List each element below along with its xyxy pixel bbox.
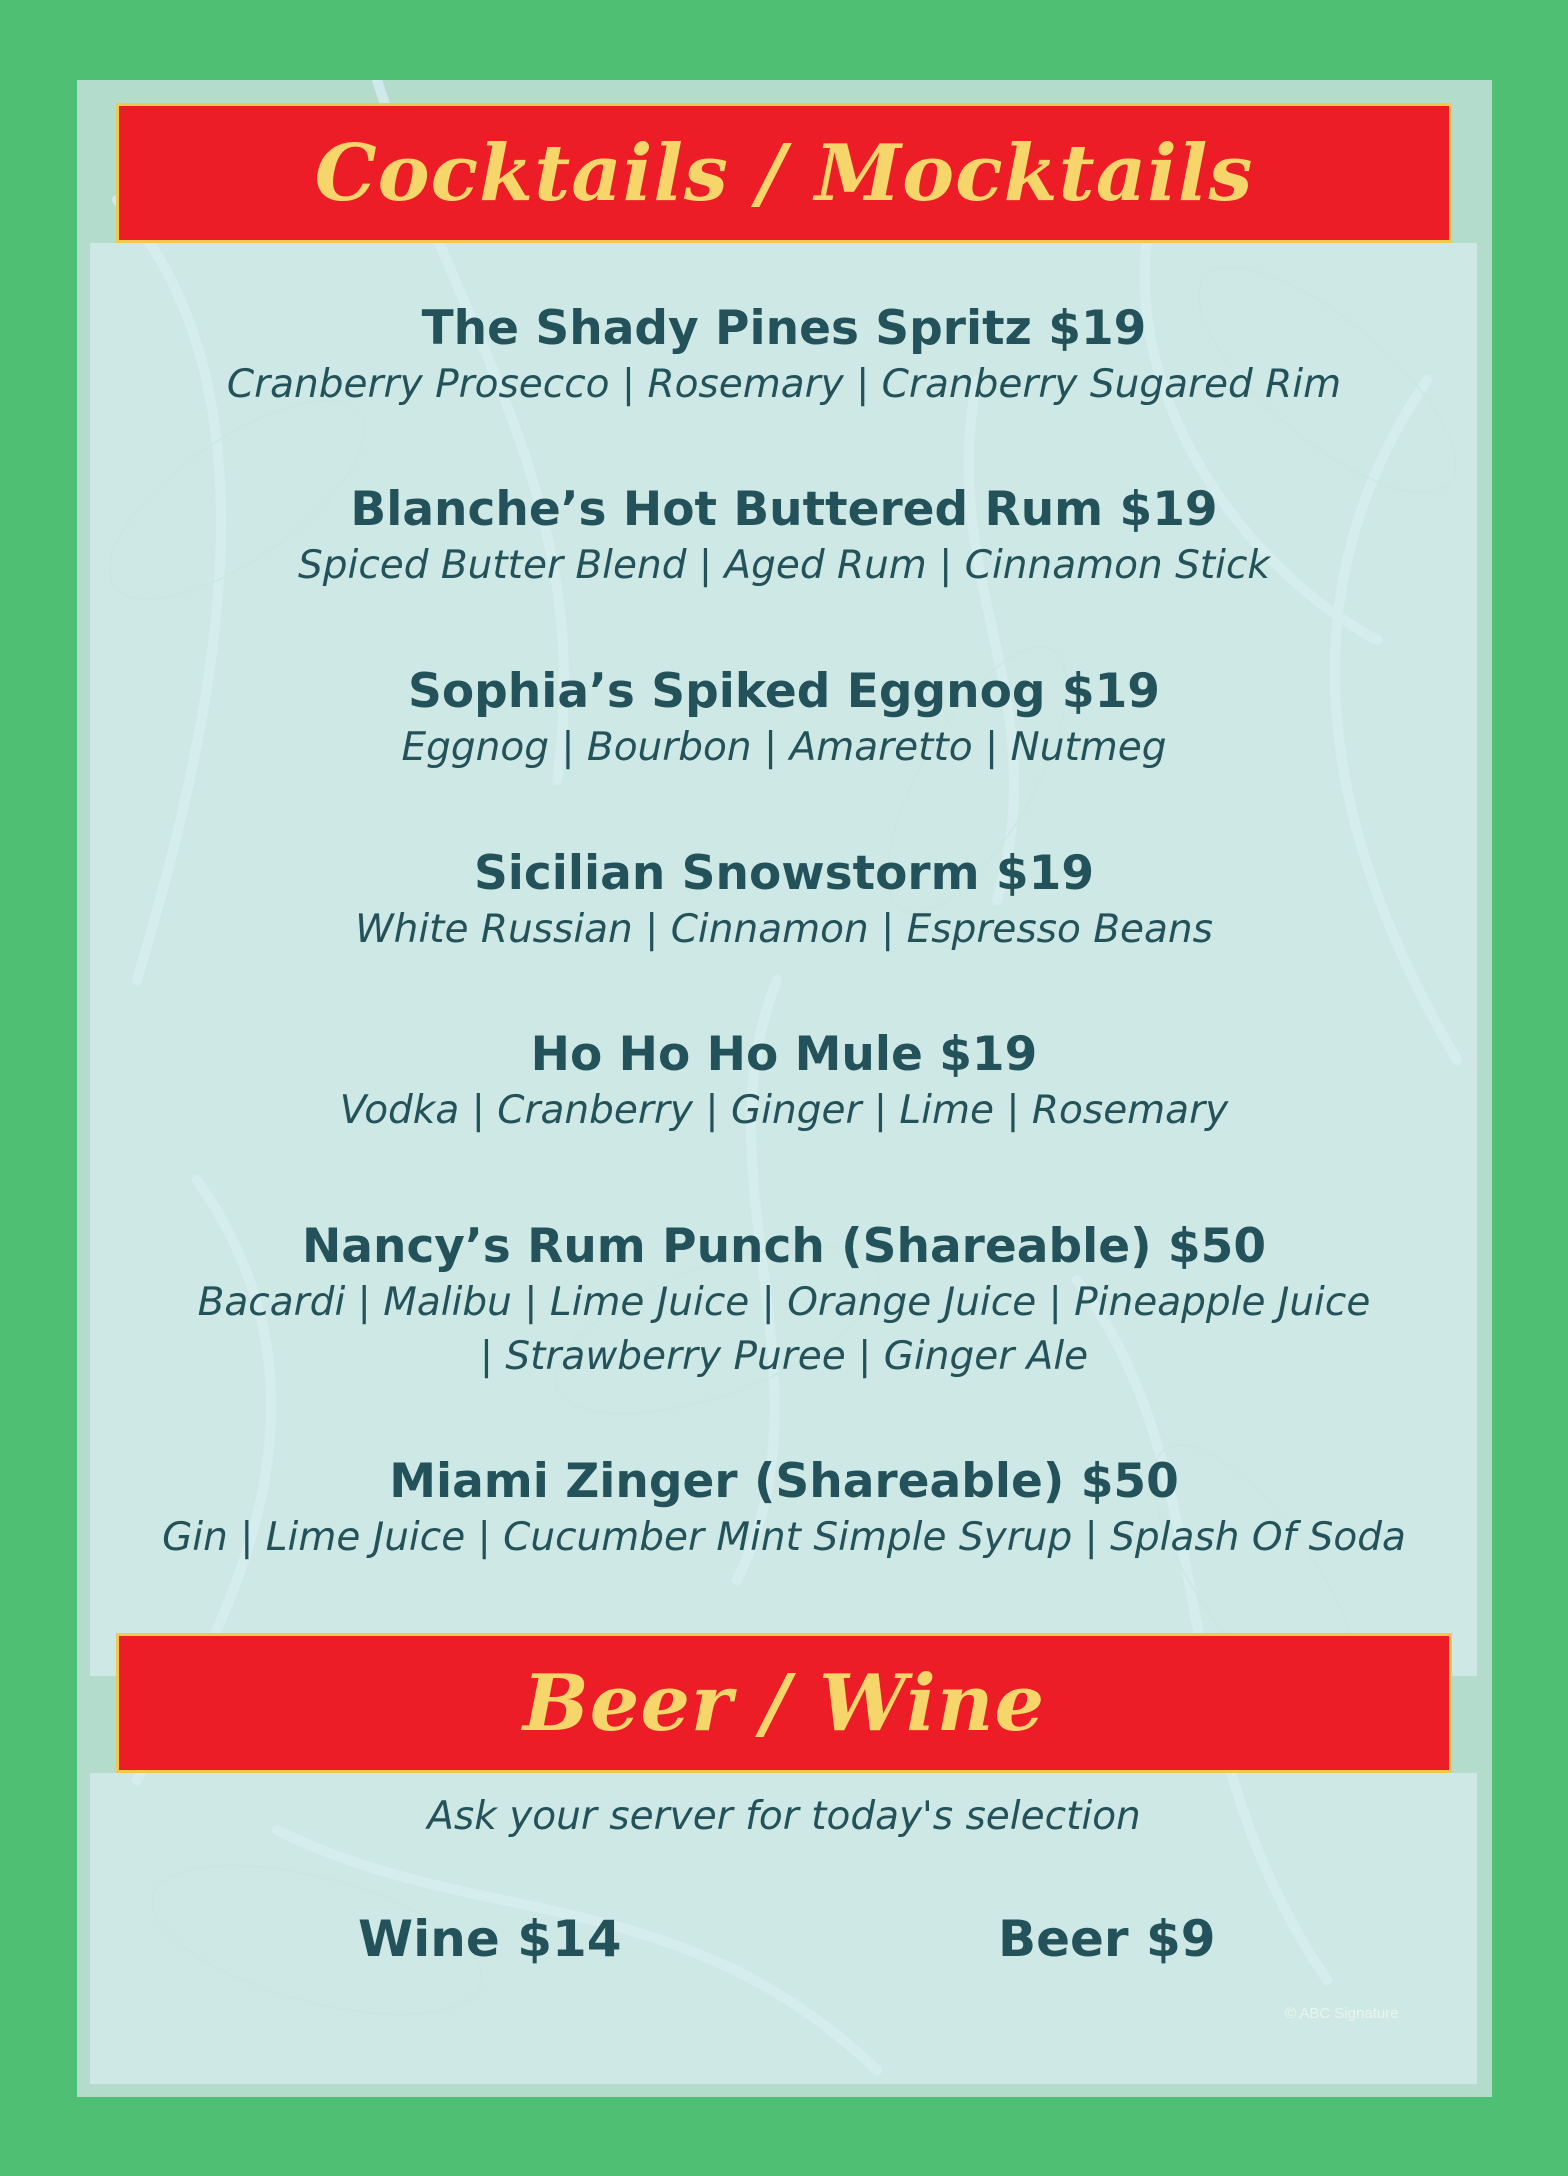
- item-description: White Russian | Cinnamon | Espresso Beans: [355, 907, 1213, 952]
- item-description: | Strawberry Puree | Ginger Ale: [479, 1334, 1089, 1379]
- beer-wine-banner: [116, 1633, 1452, 1773]
- menu-item: [0, 1453, 1568, 1565]
- item-name: Sophia’s Spiked Eggnog $19: [408, 664, 1160, 719]
- item-name: Sicilian Snowstorm $19: [473, 846, 1095, 901]
- menu-item: [0, 1218, 1568, 1384]
- beer-price: Beer $9: [998, 1910, 1216, 1968]
- menu-item: [0, 845, 1568, 957]
- item-description: Bacardi | Malibu | Lime Juice | Orange Juice | Pineapple Juice: [197, 1280, 1371, 1325]
- beer-wine-title: Beer / Wine: [522, 1657, 1046, 1749]
- selection-note: Ask your server for today's selection: [427, 1794, 1141, 1839]
- item-name: Ho Ho Ho Mule $19: [530, 1027, 1038, 1082]
- menu-item: [0, 663, 1568, 775]
- item-description: Vodka | Cranberry | Ginger | Lime | Rosemary: [339, 1088, 1229, 1133]
- copyright-text: © ABC Signature: [1285, 2005, 1399, 2022]
- menu-item: [0, 300, 1568, 412]
- cocktails-title: Cocktails / Mocktails: [314, 127, 1254, 219]
- item-name: Blanche’s Hot Buttered Rum $19: [350, 482, 1218, 537]
- item-name: Miami Zinger (Shareable) $50: [389, 1454, 1179, 1509]
- menu-item: [0, 481, 1568, 593]
- cocktails-banner: [116, 103, 1452, 243]
- menu-item: [0, 1026, 1568, 1138]
- wine-price: Wine $14: [358, 1910, 622, 1968]
- item-name: Nancy’s Rum Punch (Shareable) $50: [301, 1219, 1267, 1274]
- item-description: Cranberry Prosecco | Rosemary | Cranberry Sugared Rim: [226, 362, 1342, 407]
- item-description: Gin | Lime Juice | Cucumber Mint Simple Syrup | Splash Of Soda: [162, 1515, 1406, 1560]
- item-description: Spiced Butter Blend | Aged Rum | Cinnamon Stick: [297, 543, 1270, 588]
- item-name: The Shady Pines Spritz $19: [421, 301, 1147, 356]
- item-description: Eggnog | Bourbon | Amaretto | Nutmeg: [401, 725, 1167, 770]
